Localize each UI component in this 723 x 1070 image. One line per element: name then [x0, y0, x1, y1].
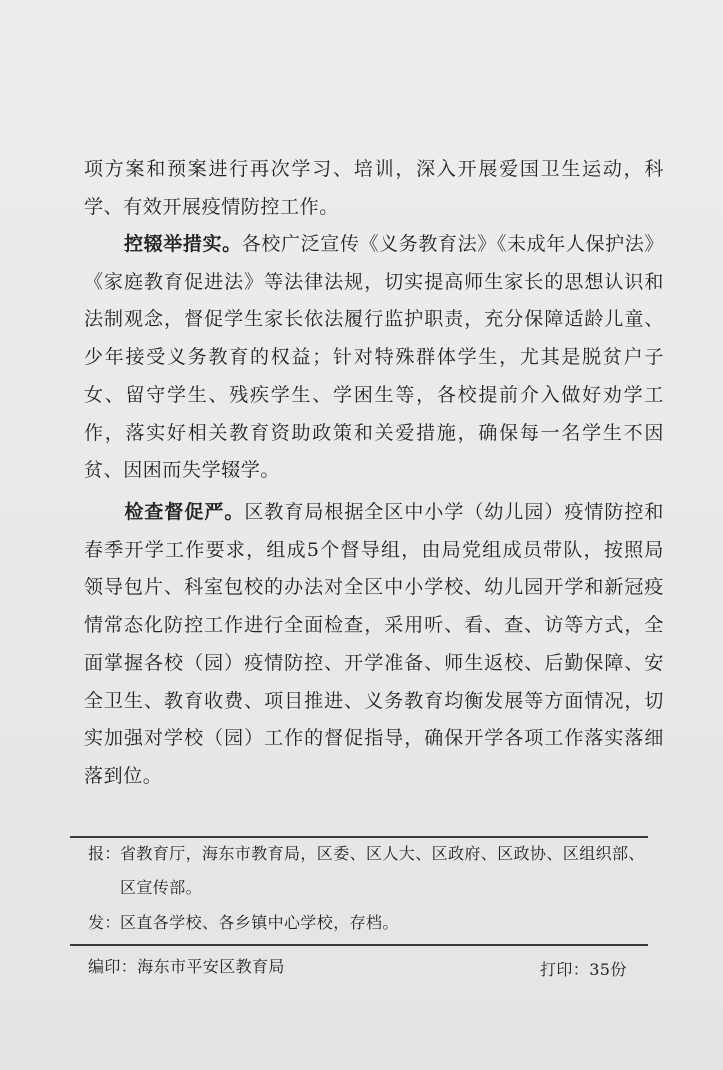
distribution-bottom-rule — [70, 944, 648, 946]
report-label: 报： — [88, 844, 121, 863]
report-recipients-line-2: 区宣传部。 — [120, 878, 203, 897]
body-paragraph-2 — [84, 226, 664, 490]
report-recipients-line-1: 省教育厅，海东市教育局，区委、区人大、区政府、区政协、区组织部、 — [120, 844, 645, 863]
print-count: 打印：35份 — [540, 960, 627, 979]
paragraph-2-lead: 控辍举措实。 — [124, 233, 242, 255]
body-paragraph-1 — [84, 151, 664, 226]
send-recipients: 区直各学校、各乡镇中心学校，存档。 — [120, 913, 399, 932]
paragraph-2-text: 各校广泛宣传《义务教育法》《未成年人保护法》《家庭教育促进法》等法律法规，切实提高师生家长的思想认识和法制观念，督促学生家长依法履行监护职责，充分保障适龄儿童、少年接受义务教育的权益；针对特殊群体学生，尤其是脱贫户子女、留守学生、残疾学生、学困生等，各校提前介入做好劝学工作，落实好相关教育资助政策和关爱措施，确保每一名学生不因贫、因困而失学辍学。 — [84, 233, 664, 482]
paragraph-1-text: 项方案和预案进行再次学习、培训，深入开展爱国卫生运动，科学、有效开展疫情防控工作。 — [84, 158, 664, 218]
paragraph-3-text: 区教育局根据全区中小学（幼儿园）疫情防控和春季开学工作要求，组成5个督导组，由局党组成员带队，按照局领导包片、科室包校的办法对全区中小学校、幼儿园开学和新冠疫情常态化防控工作进行全面检查，采用听、看、查、访等方式，全面掌握各校（园）疫情防控、开学准备、师生返校、后勤保障、安全卫生、教育收费、项目推进、义务教育均衡发展等方面情况，切实加强对学校（园）工作的督促指导，确保开学各项工作落实落细落到位。 — [84, 501, 664, 787]
body-paragraph-3 — [84, 494, 664, 796]
compiled-by: 编印：海东市平安区教育局 — [88, 957, 285, 976]
paragraph-3-lead: 检查督促严。 — [124, 501, 245, 523]
send-label: 发： — [88, 913, 121, 932]
